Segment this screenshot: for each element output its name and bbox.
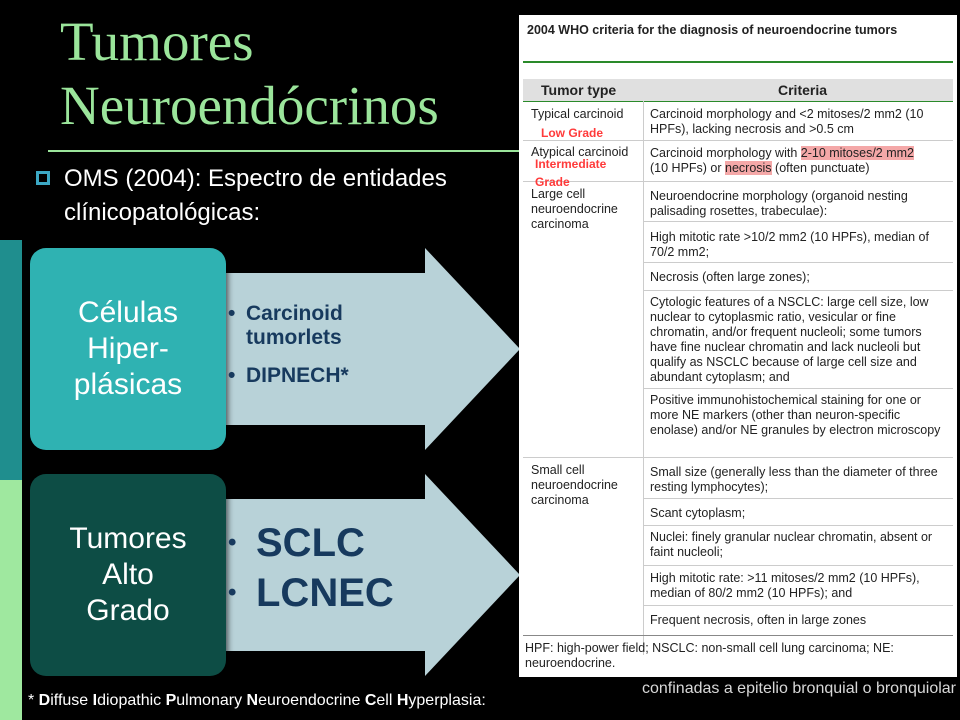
atypical-text-3: (often punctuate) bbox=[771, 161, 870, 175]
title-line-1: Tumores bbox=[60, 11, 254, 72]
lcnec-criteria-row: Positive immunohistochemical staining for one or more NE markers (other than neuron-specific enolase) and/or NE granules by electron microscopy bbox=[650, 393, 941, 437]
footnote-initial: P bbox=[165, 692, 177, 709]
main-bullet bbox=[36, 162, 516, 230]
footnote-initial: N bbox=[246, 692, 259, 709]
row-divider bbox=[643, 525, 953, 526]
accent-bar-teal bbox=[0, 0, 22, 240]
high-grade-list bbox=[228, 520, 394, 620]
list-item-text: LCNEC bbox=[256, 571, 394, 615]
table-title: 2004 WHO criteria for the diagnosis of neuroendocrine tumors bbox=[527, 23, 898, 37]
lcnec-criteria-row: Necrosis (often large zones); bbox=[650, 270, 810, 284]
row-divider bbox=[643, 262, 953, 263]
atypical-carcinoid-criteria bbox=[650, 146, 950, 176]
list-item-text: Carcinoid tumorlets bbox=[246, 302, 343, 349]
title-line-2: Neuroendócrinos bbox=[60, 75, 439, 136]
list-item: • DIPNECH* bbox=[228, 364, 349, 387]
accent-bar-green bbox=[0, 480, 22, 720]
row-divider bbox=[643, 290, 953, 291]
footnote-word: iffuse bbox=[50, 692, 93, 709]
row-divider bbox=[523, 457, 953, 458]
sclc-criteria-row: High mitotic rate: >11 mitoses/2 mm2 (10 HPFs), median of 80/2 mm2 (10 HPFs); and bbox=[650, 571, 920, 600]
footnote-word: diopathic bbox=[97, 692, 166, 709]
bullet-text: OMS (2004): Espectro de entidades clínicopatológicas: bbox=[64, 165, 447, 226]
sclc-criteria-row: Frequent necrosis, often in large zones bbox=[650, 613, 867, 627]
list-item: • LCNEC bbox=[228, 571, 394, 615]
atypical-carcinoid-type: Atypical carcinoid bbox=[531, 145, 629, 159]
intermediate-grade-annotation-line2: Grade bbox=[535, 175, 570, 189]
table-bottom-rule bbox=[523, 635, 953, 636]
footnote-initial: I bbox=[92, 692, 98, 709]
row-divider bbox=[643, 498, 953, 499]
lcnec-type: Large cell neuroendocrine carcinoma bbox=[531, 187, 618, 231]
footnote-initial: D bbox=[38, 692, 51, 709]
list-item-text: SCLC bbox=[256, 521, 365, 565]
row-divider bbox=[523, 181, 953, 182]
highlight-mitoses: 2-10 mitoses/2 mm2 bbox=[800, 146, 914, 160]
atypical-text-1: Carcinoid morphology with bbox=[650, 146, 801, 160]
list-item-text: DIPNECH* bbox=[246, 364, 349, 387]
header-criteria: Criteria bbox=[778, 82, 828, 98]
typical-carcinoid-criteria: Carcinoid morphology and <2 mitoses/2 mm2 (10 HPFs), lacking necrosis and >0.5 cm bbox=[650, 107, 924, 136]
who-criteria-table bbox=[519, 15, 957, 677]
lcnec-criteria-row: High mitotic rate >10/2 mm2 (10 HPFs), median of 70/2 mm2; bbox=[650, 230, 929, 259]
table-footer: HPF: high-power field; NSCLC: non-small cell lung carcinoma; NE: neuroendocrine. bbox=[525, 641, 894, 670]
header-rule bbox=[523, 101, 953, 102]
dipnech-footnote bbox=[28, 690, 486, 712]
typical-carcinoid-type: Typical carcinoid bbox=[531, 107, 624, 121]
lcnec-criteria-row: Cytologic features of a NSCLC: large cell size, low nuclear to cytoplasmic ratio, vesicular or fine chromatin, and/or frequent nucleoli; some tumors have fine nuclear chromatin and lack nucleoli but qualify as NSCLC because of large cell size and abundant cytoplasm; and bbox=[650, 295, 929, 384]
footnote-continuation: confinadas a epitelio bronquial o bronquiolar bbox=[642, 680, 956, 697]
box1-line-2: Hiper- bbox=[87, 332, 169, 365]
column-divider bbox=[643, 101, 644, 655]
accent-bar-teal bbox=[0, 240, 22, 480]
footnote-word: yperplasia: bbox=[408, 692, 486, 709]
lcnec-criteria-row: Neuroendocrine morphology (organoid nesting palisading rosettes, trabeculae): bbox=[650, 189, 908, 218]
low-grade-annotation: Low Grade bbox=[541, 126, 604, 140]
list-item: • Carcinoid tumorlets bbox=[228, 302, 406, 350]
highlight-necrosis: necrosis bbox=[725, 161, 772, 175]
sclc-criteria-row: Nuclei: finely granular nuclear chromatin, absent or faint nucleoli; bbox=[650, 530, 933, 559]
footnote-prefix: * bbox=[28, 692, 39, 709]
square-bullet-icon bbox=[36, 171, 50, 185]
slide-title bbox=[60, 10, 530, 138]
footnote-initial: H bbox=[396, 692, 409, 709]
footnote-initial: C bbox=[364, 692, 377, 709]
table-top-rule bbox=[523, 61, 953, 63]
high-grade-tumors-box bbox=[30, 474, 226, 676]
row-divider bbox=[643, 605, 953, 606]
footnote-word: ell bbox=[376, 692, 397, 709]
sclc-criteria-row: Small size (generally less than the diameter of three resting lymphocytes); bbox=[650, 465, 938, 494]
hyperplastic-cells-box bbox=[30, 248, 226, 450]
title-underline bbox=[48, 150, 528, 152]
row-divider bbox=[523, 140, 953, 141]
list-item: • SCLC bbox=[228, 521, 365, 565]
sclc-criteria-row: Scant cytoplasm; bbox=[650, 506, 746, 520]
box1-line-1: Células bbox=[77, 296, 179, 329]
intermediate-grade-annotation: Intermediate bbox=[535, 157, 607, 171]
box2-line-2: Alto bbox=[102, 558, 154, 591]
row-divider bbox=[643, 388, 953, 389]
footnote-word: ulmonary bbox=[176, 692, 247, 709]
footnote-word: euroendocrine bbox=[258, 692, 365, 709]
header-tumor-type: Tumor type bbox=[541, 82, 617, 98]
atypical-text-2: (10 HPFs) or bbox=[650, 161, 726, 175]
hyperplasia-list bbox=[228, 302, 406, 402]
box1-line-3: plásicas bbox=[73, 368, 183, 401]
row-divider bbox=[643, 565, 953, 566]
table-header-row bbox=[523, 79, 953, 101]
box2-line-1: Tumores bbox=[69, 522, 187, 555]
sclc-type: Small cell neuroendocrine carcinoma bbox=[531, 463, 618, 507]
box2-line-3: Grado bbox=[86, 594, 170, 627]
row-divider bbox=[643, 221, 953, 222]
